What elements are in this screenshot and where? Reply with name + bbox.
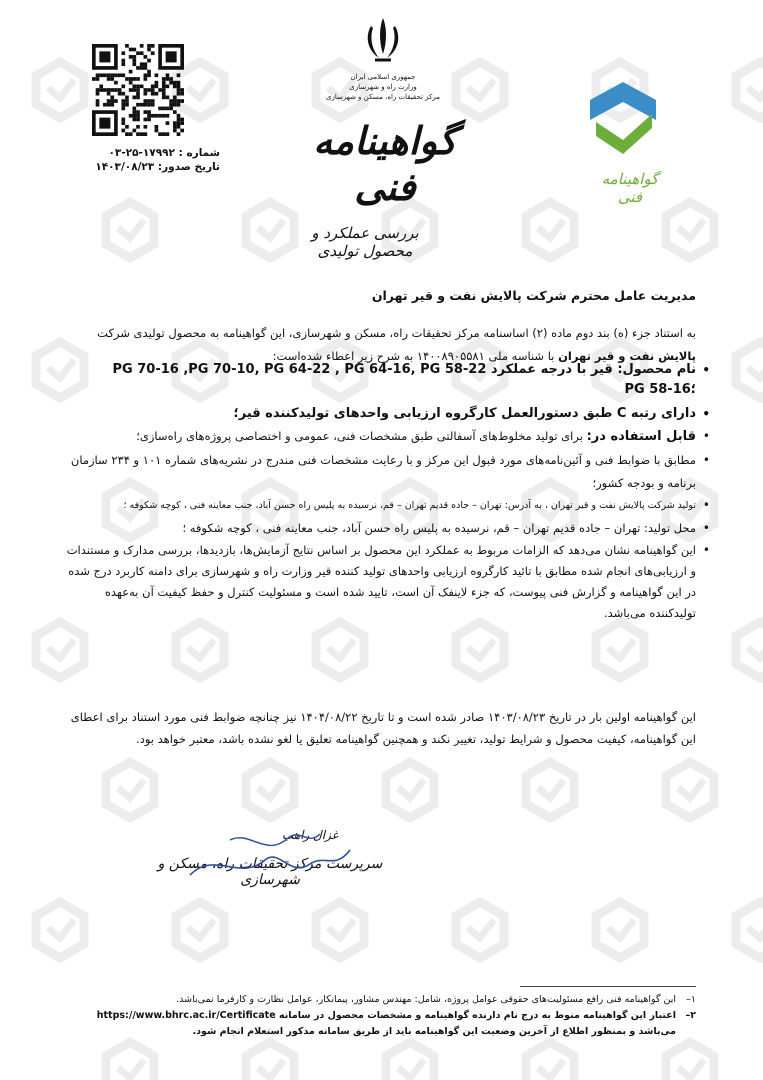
watermark-mark [176,902,224,958]
footnote-text: اعتبار این گواهینامه منوط به درج نام دارنده گواهینامه و مشخصات محصول در سامانه https://www.bhrc.ac.ir/Certificate می‌باشد و بمنظور اطلاع از آخرین وضعیت این گواهینامه باید از طریق سامانه مذکور استعلام انجام شود. [96,1010,676,1037]
watermark-mark [666,1042,714,1080]
logo-caption: گواهینامه فنی [601,170,659,206]
footnote-text: این گواهینامه فنی رافع مسئولیت‌های حقوقی عوامل پروژه، شامل: مهندس مشاور، پیمانکار، عوامل نظارت و کارفرما نمی‌باشد. [176,994,676,1005]
watermark-mark [526,202,574,258]
footnote [60,992,696,1008]
validity-paragraph: این گواهینامه اولین بار در تاریخ ۱۴۰۳/۰۸/۲۳ صادر شده است و تا تاریخ ۱۴۰۴/۰۸/۲۲ نیز چنانچه ضوابط فنی مورد استناد برای اعطای این گواهینامه، کیفیت محصول و شرایط تولید، تغییر نکند و همچنین گواهینامه تعلیق یا لغو نشده باشد، معتبر خواهد بود. [70,710,696,746]
certificate-number: شماره : ۱۷۹۹۲-۲۵-۰۳ [108,147,220,159]
watermark-mark [596,622,644,678]
list-item: • تولید شرکت پالایش نفت و قیر تهران ، به آدرس: تهران – جاده قدیم تهران – قم، نرسیده به پلیس راه حسن آباد، جنب معاینه فنی ، کوچه شکوفه ؛ [60,497,696,514]
addressee: مدیریت عامل محترم شرکت پالایش نفت و قیر تهران [371,288,696,303]
intro-text: به استناد جزء (ه) بند دوم ماده (۲) اساسنامه مرکز تحقیقات راه، مسکن و شهرسازی، این گواهینامه به محصول تولیدی شرکت [97,326,696,340]
watermark-mark [736,622,763,678]
watermark-mark [106,762,154,818]
footnote-divider [520,986,696,987]
footnotes [60,992,696,1040]
watermark-mark [736,902,763,958]
watermark-mark [246,762,294,818]
footnote-number: ۲– [685,1010,696,1021]
watermark-mark [666,202,714,258]
iran-emblem-icon [355,12,411,68]
list-item: • دارای رتبه C طبق دستورالعمل کارگروه ارزیابی واحدهای تولیدکننده قیر؛ [60,404,696,424]
watermark-mark [36,902,84,958]
intro-company: پالایش نفت و قیر تهران [558,349,696,363]
ministry-line: وزارت راه و شهرسازی [349,83,417,91]
footnote [60,1008,696,1040]
usage-text: برای تولید مخلوط‌های آسفالتی طبق مشخصات فنی، عمومی و اختصاصی پروژه‌های راه‌سازی؛ [136,429,583,443]
watermark-mark [596,902,644,958]
list-item [60,426,696,447]
watermark-mark [246,1042,294,1080]
certificate-logo-icon [582,78,664,160]
watermark-mark [526,762,574,818]
watermark-mark [386,1042,434,1080]
handwritten-signature [170,820,370,895]
watermark-mark [316,622,364,678]
watermark-mark [36,62,84,118]
watermark-mark [456,622,504,678]
watermark-mark [456,62,504,118]
document-subtitle: بررسی عملکرد و محصول تولیدی [311,224,419,260]
watermark-mark [176,622,224,678]
watermark-mark [316,902,364,958]
ministry-line: مرکز تحقیقات راه، مسکن و شهرسازی [326,93,440,101]
list-item: • مطابق با ضوابط فنی و آئین‌نامه‌های مورد قبول این مرکز و با رعایت مشخصات فنی مندرج در نشریه‌های شماره ۱۰۱ و ۲۳۴ سازمان برنامه و بودجه کشور؛ [60,449,696,495]
ministry-line: جمهوری اسلامی ایران [350,73,416,81]
ministry-header [318,72,448,102]
watermark-mark [386,762,434,818]
footnote-number: ۱– [686,994,696,1005]
product-label: نام محصول: قیر با درجه عملکرد [490,362,696,377]
signatory-name: غزال راهب [281,828,338,842]
usage-label: قابل استفاده در: [586,429,696,444]
qr-code-icon [92,44,184,136]
watermark-mark [106,1042,154,1080]
watermark-mark [666,762,714,818]
watermark-mark [246,202,294,258]
signatory-role: سرپرست مرکز تحقیقات راه، مسکن و شهرسازی [157,856,383,888]
watermark-mark [456,902,504,958]
watermark-mark [526,1042,574,1080]
watermark-mark [736,342,763,398]
intro-text: با شناسه ملی ۱۴۰۰۸۹۰۵۵۸۱ به شرح زیر اعطاء شده‌است: [272,349,555,363]
watermark-mark [36,622,84,678]
issue-date: تاریخ صدور: ۱۴۰۳/۰۸/۲۳ [95,161,220,173]
document-title: گواهینامه فنی [313,118,457,209]
list-item [60,360,696,400]
watermark-mark [736,62,763,118]
watermark-mark [106,202,154,258]
list-item: • این گواهینامه نشان می‌دهد که الزامات مربوط به عملکرد این محصول بر اساس نتایج آزمایش‌ها، بازدیدها، بررسی مدارک و مستندات و ارزیابی‌های انجام شده مطابق با تائید کارگروه ارزیابی واحدهای تولید کننده قیر وزارت راه و شهرسازی برای دامنه کاربرد درج شده در این گواهینامه و گزارش فنی پیوست، که جزء لاینفک آن است، تایید شده است و مسئولیت کنترل و حفظ کیفیت آن به‌عهده تولیدکننده می‌باشد. [60,540,696,624]
list-item: • محل تولید: تهران – جاده قدیم تهران – قم، نرسیده به پلیس راه حسن آباد، جنب معاینه فنی ، کوچه شکوفه ؛ [60,518,696,538]
certificate-items [60,360,712,626]
product-grades-2: PG 58-16؛ [624,382,696,397]
product-grades: PG 70-16 ,PG 70-10, PG 64-22 , PG 64-16, PG 58-22 [112,362,487,377]
certificate-meta [70,146,220,174]
